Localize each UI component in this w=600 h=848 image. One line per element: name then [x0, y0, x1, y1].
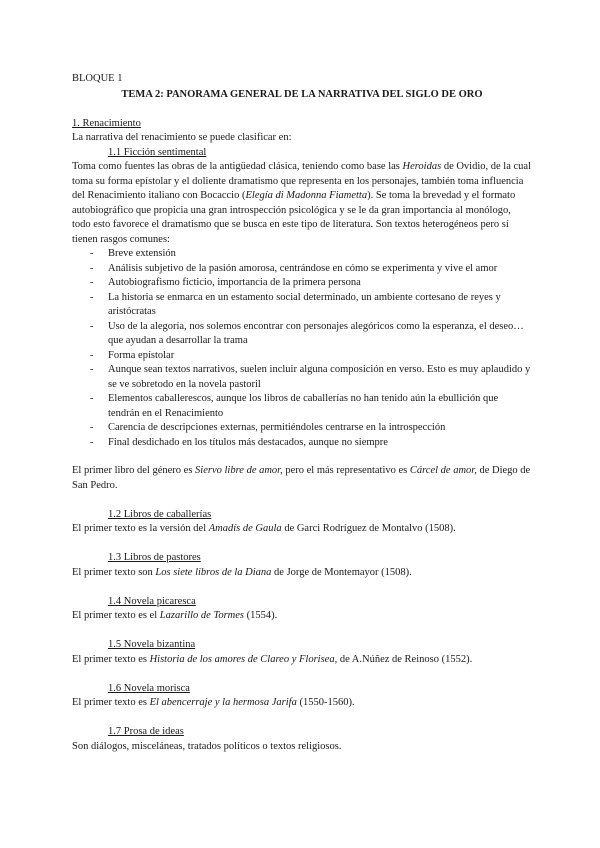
subsection-heading-ficcion-sentimental: 1.1 Ficción sentimental [108, 146, 207, 158]
subsection-heading-prosa-ideas: 1.7 Prosa de ideas [108, 726, 184, 737]
list-item: - Aunque sean textos narrativos, suelen incluir alguna composición en verso. Esto es muy aplaudido y se ve sobretodo en la novela pastoril [90, 364, 531, 390]
subsection-heading-novela-morisca: 1.6 Novela morisca [108, 682, 190, 694]
libros-pastores-text: El primer texto son Los siete libros de la Diana de Jorge de Montemayor (1508). [72, 566, 412, 578]
section-heading-renacimiento: 1. Renacimiento [72, 117, 141, 129]
list-item: - Final desdichado en los títulos más destacados, aunque no siempre [90, 436, 388, 448]
document-body [72, 72, 532, 754]
page-title: TEMA 2: PANORAMA GENERAL DE LA NARRATIVA DEL SIGLO DE ORO [121, 88, 483, 100]
list-item: - Breve extensión [90, 248, 176, 259]
libros-caballerias-text: El primer texto es la versión del Amadís de Gaula de Garci Rodríguez de Montalvo (1508). [72, 523, 456, 534]
subsection-heading-libros-pastores: 1.3 Libros de pastores [108, 552, 201, 563]
list-item: - Análisis subjetivo de la pasión amorosa, centrándose en cómo se experimenta y vive el amor [90, 262, 498, 274]
novela-bizantina-text: El primer texto es Historia de los amores de Clareo y Florisea, de A.Núñez de Reinoso (1552). [72, 653, 473, 665]
list-item: - Forma epístolar [90, 349, 175, 361]
traits-list [72, 247, 532, 450]
list-item: - La historia se enmarca en un estamento social determinado, un ambiente cortesano de reyes y aristócratas [90, 291, 501, 317]
list-item: - Carencia de descripciones externas, permitiéndoles centrarse en la introspección [90, 422, 446, 433]
list-item: - Autobiografismo ficticio, importancia de la primera persona [90, 277, 361, 288]
section-intro: La narrativa del renacimiento se puede clasificar en: [72, 132, 292, 143]
block-label: BLOQUE 1 [72, 73, 123, 84]
subsection-heading-novela-bizantina: 1.5 Novela bizantina [108, 639, 196, 650]
ficcion-sentimental-closing: El primer libro del género es Siervo libre de amor, pero el más representativo es Cárcel de amor, de Diego de San Pedro. [72, 465, 531, 491]
list-item: - Uso de la alegoría, nos solemos encontrar con personajes alegóricos como la esperanza, el deseo… que ayudan a desarrollar la trama [90, 320, 524, 346]
novela-morisca-text: El primer texto es El abencerraje y la hermosa Jarifa (1550-1560). [72, 697, 355, 708]
ficcion-sentimental-paragraph: Toma como fuentes las obras de la antigüedad clásica, teniendo como base las Heroidas de Ovidio, de la cual toma su forma epístolar y el doliente dramatismo que representa en los personajes, también toma influencia del Renacimiento italiano con Bocaccio (Elegía di Madonna Fiametta). Se toma la brevedad y el formato autobiográfico que propicia una gran introspección psicológica y se le da gran importancia al monólogo, todo esto favorece el dramatismo que se busca en este tipo de literatura. Son textos heterogéneos pero sí tienen rasgos comunes: [72, 161, 531, 245]
prosa-ideas-text: Son diálogos, misceláneas, tratados políticos o textos religiosos. [72, 740, 342, 752]
subsection-heading-novela-picaresca: 1.4 Novela picaresca [108, 595, 196, 607]
subsection-heading-libros-caballerias: 1.2 Libros de caballerías [108, 508, 212, 520]
novela-picaresca-text: El primer texto es el Lazarillo de Tormes (1554). [72, 610, 278, 621]
list-item: - Elementos caballerescos, aunque los libros de caballerías no han tenido aún la ebullición que tendrán en el Renacimiento [90, 393, 499, 419]
